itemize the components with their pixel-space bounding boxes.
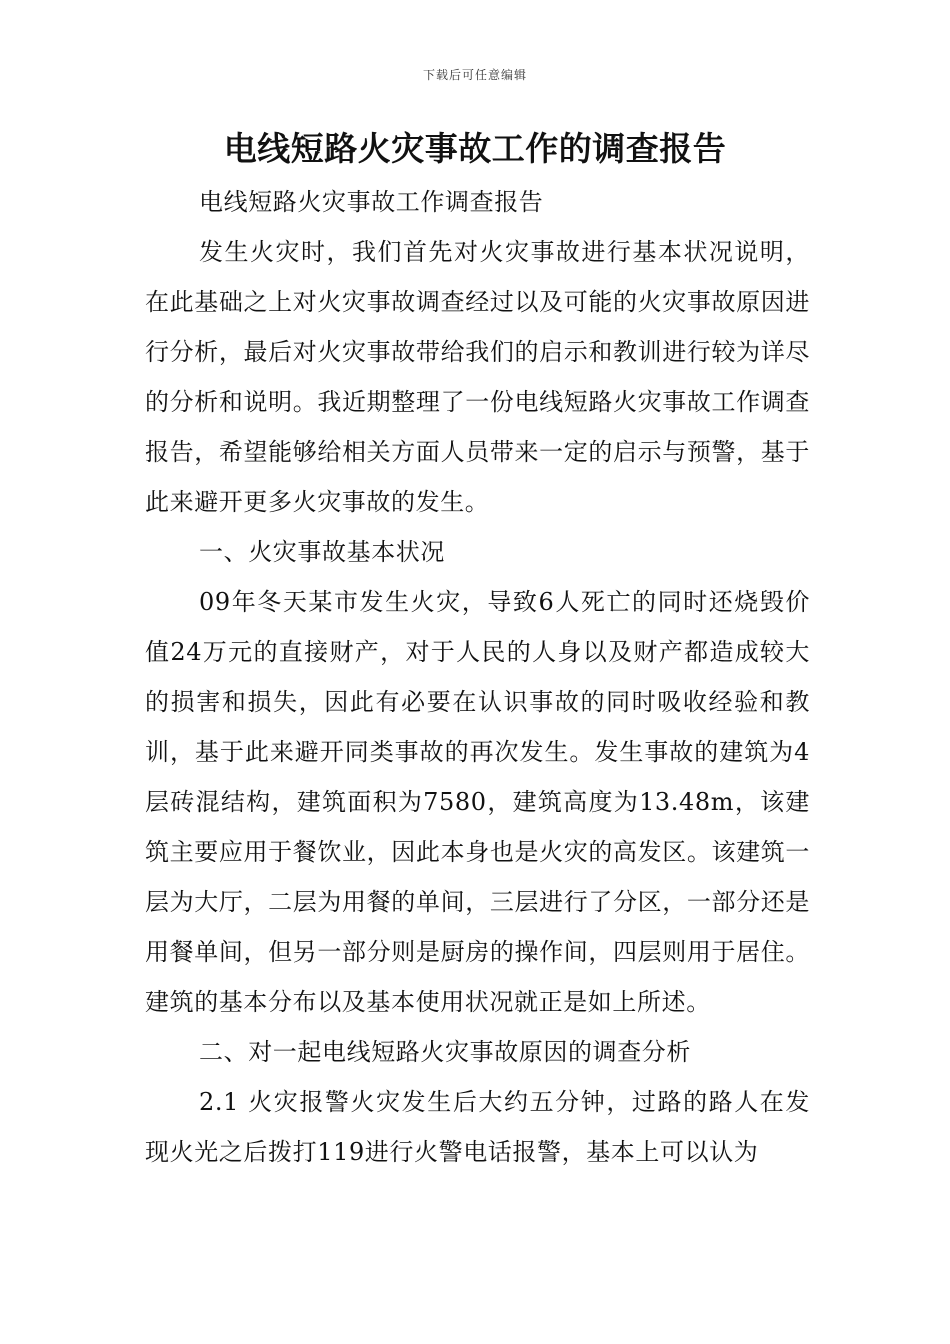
section-2-heading: 二、对一起电线短路火灾事故原因的调查分析 bbox=[199, 1038, 691, 1066]
document-title: 电线短路火灾事故工作的调查报告 bbox=[223, 129, 727, 168]
section-1-paragraph: 09年冬天某市发生火灾，导致6人死亡的同时还烧毁价值24万元的直接财产，对于人民的人身以及财产都造成较大的损害和损失，因此有必要在认识事故的同时吸收经验和教训，基于此来避开同类事故的再次发生。发生事故的建筑为4层砖混结构，建筑面积为7580，建筑高度为13.48m，该建筑主要应用于餐饮业，因此本身也是火灾的高发区。该建筑一层为大厅，二层为用餐的单间，三层进行了分区，一部分还是用餐单间，但另一部分则是厨房的操作间，四层则用于居住。建筑的基本分布以及基本使用状况就正是如上所述。 bbox=[145, 588, 810, 1016]
header-note: 下载后可任意编辑 bbox=[422, 68, 527, 82]
intro-paragraph: 发生火灾时，我们首先对火灾事故进行基本状况说明，在此基础之上对火灾事故调查经过以及可能的火灾事故原因进行分析，最后对火灾事故带给我们的启示和教训进行较为详尽的分析和说明。我近期整理了一份电线短路火灾事故工作调查报告，希望能够给相关方面人员带来一定的启示与预警，基于此来避开更多火灾事故的发生。 bbox=[145, 238, 810, 516]
document-body bbox=[145, 177, 810, 1177]
subtitle: 电线短路火灾事故工作调查报告 bbox=[199, 188, 544, 216]
section-2-paragraph: 2.1 火灾报警火灾发生后大约五分钟，过路的路人在发现火光之后拨打119进行火警电话报警，基本上可以认为 bbox=[145, 1088, 810, 1166]
section-1-heading: 一、火灾事故基本状况 bbox=[199, 538, 445, 566]
